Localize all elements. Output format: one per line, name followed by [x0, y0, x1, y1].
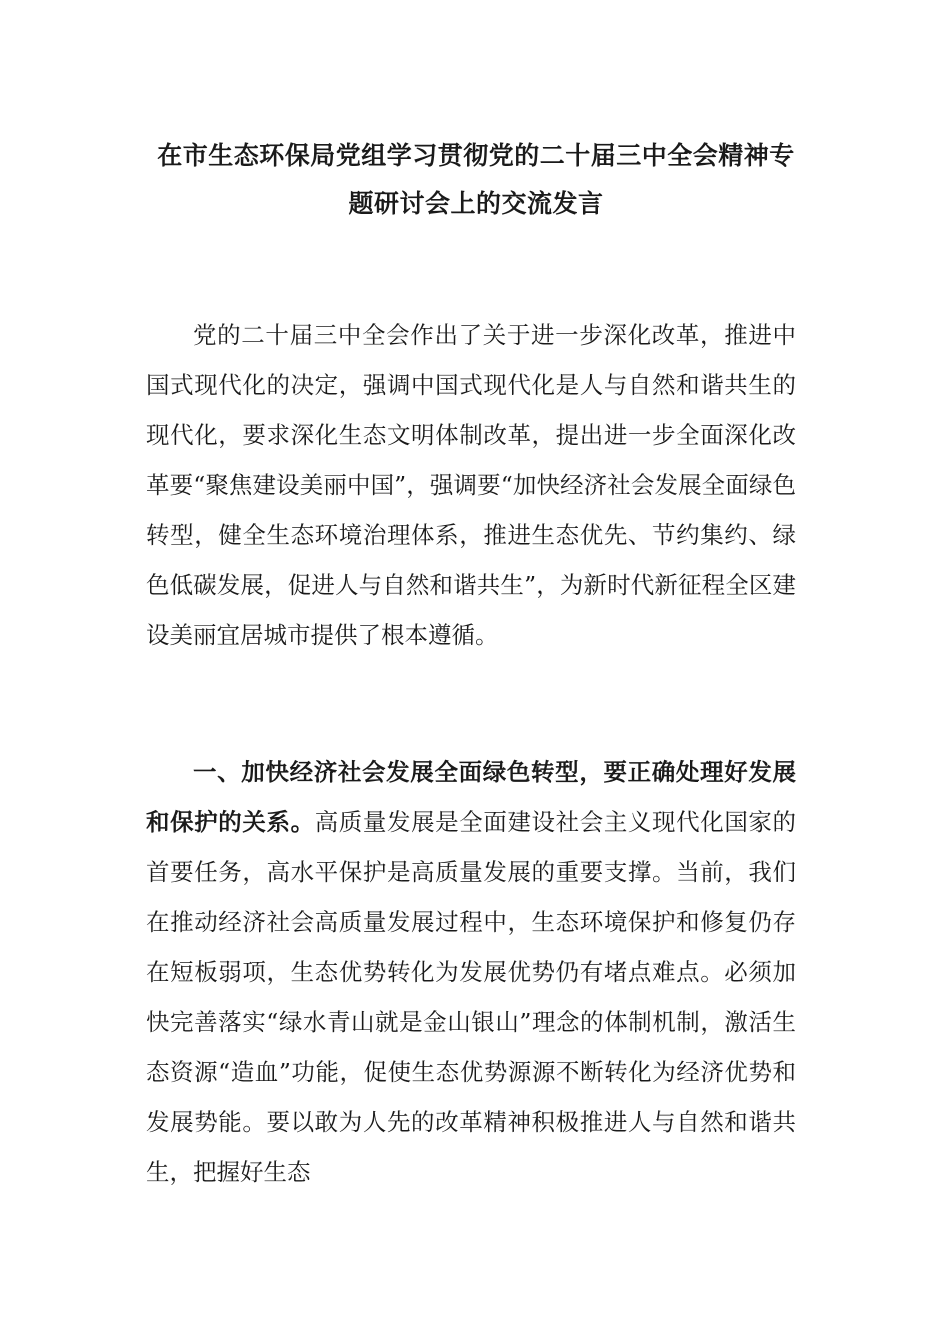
document-title: 在市生态环保局党组学习贯彻党的二十届三中全会精神专题研讨会上的交流发言 [157, 141, 795, 218]
intro-paragraph: 党的二十届三中全会作出了关于进一步深化改革，推进中国式现代化的决定，强调中国式现代化是人与自然和谐共生的现代化，要求深化生态文明体制改革，提出进一步全面深化改革要“聚焦建设美丽中国”，强调要“加快经济社会发展全面绿色转型，健全生态环境治理体系，推进生态优先、节约集约、绿色低碳发展，促进人与自然和谐共生”，为新时代新征程全区建设美丽宜居城市提供了根本遵循。 [146, 321, 796, 649]
section-1-paragraph [146, 747, 796, 1197]
section-1-heading: 一、加快经济社会发展全面绿色转型，要正确处理好发展和保护的关系。 [146, 758, 796, 836]
section-1-body: 高质量发展是全面建设社会主义现代化国家的首要任务，高水平保护是高质量发展的重要支撑。当前，我们在推动经济社会高质量发展过程中，生态环境保护和修复仍存在短板弱项，生态优势转化为发展优势仍有堵点难点。必须加快完善落实“绿水青山就是金山银山”理念的体制机制，激活生态资源“造血”功能，促使生态优势源源不断转化为经济优势和发展势能。要以敢为人先的改革精神积极推进人与自然和谐共生，把握好生态 [146, 808, 797, 1186]
